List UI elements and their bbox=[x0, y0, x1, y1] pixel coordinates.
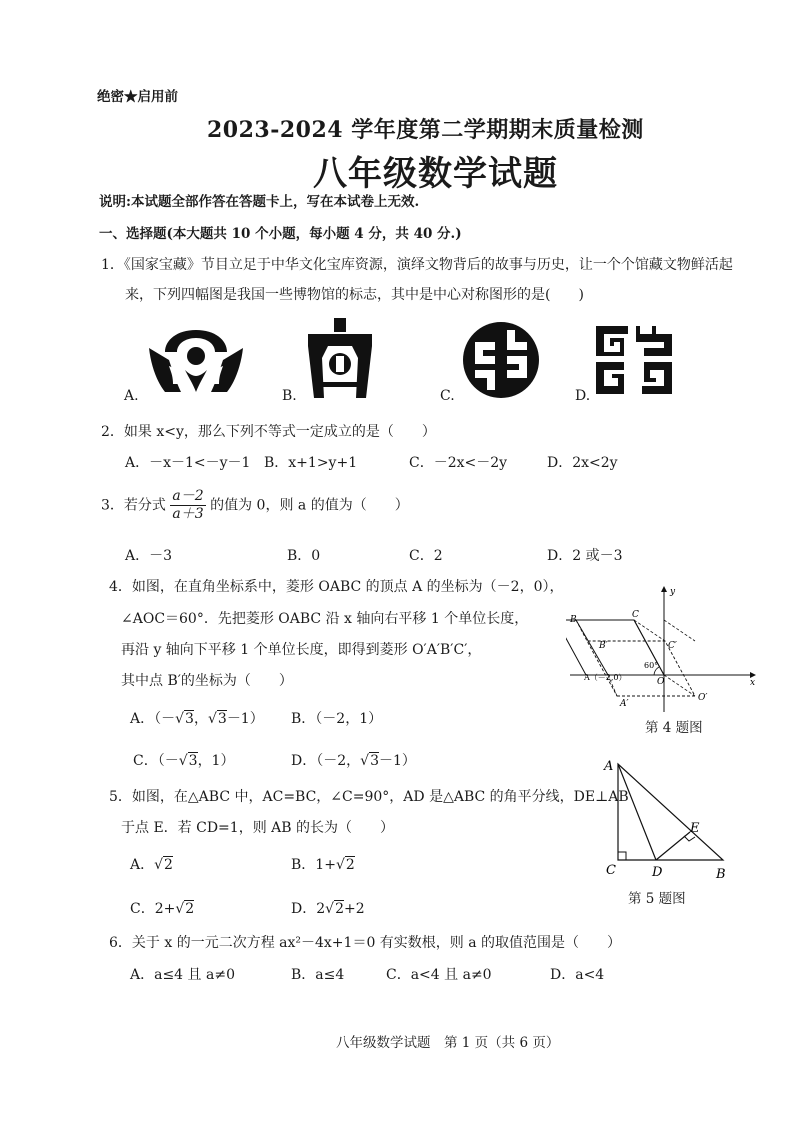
q3-option-a: A．－3 bbox=[125, 548, 173, 564]
y-axis-arrow-icon bbox=[661, 586, 667, 592]
museum-logo-c-icon bbox=[461, 320, 541, 400]
q3-fraction bbox=[170, 488, 205, 523]
museum-logo-d-icon bbox=[594, 322, 674, 398]
label-x: x bbox=[750, 678, 756, 688]
label-a: A bbox=[604, 759, 614, 774]
label-o-prime: O′ bbox=[698, 693, 708, 703]
label-b: B bbox=[716, 867, 726, 882]
q4-option-d: D．（－2，√3－1） bbox=[291, 753, 416, 769]
q4-line3: 再沿 y 轴向下平移 1 个单位长度，即得到菱形 O′A′B′C′， bbox=[121, 642, 482, 658]
q4-option-c: C．（－√3，1） bbox=[133, 753, 235, 769]
q2-option-a: A．－x－1<－y－1 bbox=[125, 455, 251, 471]
q6-option-a: A．a≤4 且 a≠0 bbox=[130, 967, 235, 983]
label-b-prime: B′ bbox=[599, 641, 608, 651]
exam-subtitle: 八年级数学试题 bbox=[313, 154, 558, 194]
q4-option-b: B．（－2，1） bbox=[291, 711, 383, 727]
q2-option-b: B．x+1>y+1 bbox=[264, 455, 358, 471]
q1-line1: 1．《国家宝藏》节目立足于中华文化宝库资源，演绎文物背后的故事与历史，让一个个馆藏文物鲜活起 bbox=[101, 257, 733, 273]
label-a: A（－2,0） bbox=[584, 673, 627, 682]
q3-stem bbox=[101, 488, 409, 523]
segment-ad bbox=[618, 764, 656, 860]
triangle-abc bbox=[618, 764, 723, 860]
label-y: y bbox=[670, 587, 676, 597]
q6-option-c: C．a<4 且 a≠0 bbox=[386, 967, 492, 983]
label-c: C bbox=[632, 610, 639, 620]
q6-stem: 6．关于 x 的一元二次方程 ax²－4x+1＝0 有实数根，则 a 的取值范围是（ ） bbox=[109, 935, 622, 951]
q2-option-d: D．2x<2y bbox=[547, 455, 618, 471]
label-c: C bbox=[606, 863, 616, 878]
label-e: E bbox=[690, 821, 700, 836]
q3-stem-post: 的值为 0，则 a 的值为（ ） bbox=[210, 497, 409, 514]
q5-figure bbox=[598, 754, 738, 882]
q1-label-d: D. bbox=[575, 388, 591, 404]
q2-option-c: C．－2x<－2y bbox=[409, 455, 508, 471]
q5-option-d: D．2√2+2 bbox=[291, 901, 365, 917]
q4-caption: 第 4 题图 bbox=[645, 720, 703, 736]
label-b: B bbox=[570, 615, 577, 625]
q3-option-c: C．2 bbox=[409, 548, 443, 564]
page-footer: 八年级数学试题 第 1 页（共 6 页） bbox=[336, 1035, 560, 1051]
q1-label-b: B. bbox=[282, 388, 297, 404]
q6-option-b: B．a≤4 bbox=[291, 967, 345, 983]
q4-line4: 其中点 B′的坐标为（ ） bbox=[121, 673, 293, 689]
q5-option-b: B．1+√2 bbox=[291, 857, 355, 873]
q5-option-c: C．2+√2 bbox=[130, 901, 195, 917]
label-c-prime: C′ bbox=[668, 641, 677, 651]
q4-line1: 4．如图，在直角坐标系中，菱形 OABC 的顶点 A 的坐标为（－2，0）， bbox=[109, 579, 564, 595]
museum-logo-a-icon bbox=[147, 326, 245, 396]
section-heading: 一、选择题(本大题共 10 个小题，每小题 4 分，共 40 分.) bbox=[99, 226, 462, 242]
q1-label-a: A. bbox=[124, 388, 139, 404]
instructions-note: 说明:本试题全部作答在答题卡上，写在本试卷上无效. bbox=[99, 194, 420, 210]
right-angle-e bbox=[684, 836, 695, 841]
q3-numerator: a－2 bbox=[172, 488, 204, 504]
museum-logo-b-icon bbox=[300, 316, 380, 400]
label-angle: 60° bbox=[644, 661, 659, 670]
q3-denominator: a＋3 bbox=[172, 506, 204, 522]
q3-option-d: D．2 或－3 bbox=[547, 548, 623, 564]
q4-line2: ∠AOC＝60°．先把菱形 OABC 沿 x 轴向右平移 1 个单位长度， bbox=[121, 611, 529, 627]
label-o: O bbox=[657, 677, 665, 687]
q6-option-d: D．a<4 bbox=[550, 967, 605, 983]
label-d: D bbox=[652, 865, 663, 880]
right-angle-c bbox=[618, 852, 626, 860]
secret-label: 绝密★启用前 bbox=[97, 89, 178, 105]
q5-option-a: A．√2 bbox=[130, 857, 173, 873]
q4-figure bbox=[566, 584, 762, 714]
q5-line2: 于点 E．若 CD=1，则 AB 的长为（ ） bbox=[121, 820, 394, 836]
q1-line2: 来，下列四幅图是我国一些博物馆的标志，其中是中心对称图形的是( ) bbox=[125, 287, 584, 303]
label-a-prime: A′ bbox=[620, 699, 629, 709]
q5-line1: 5．如图，在△ABC 中，AC=BC，∠C=90°，AD 是△ABC 的角平分线，DE⊥AB bbox=[109, 789, 629, 805]
q4-option-a: A．（－√3，√3－1） bbox=[130, 711, 264, 727]
q3-option-b: B．0 bbox=[287, 548, 321, 564]
q1-label-c: C. bbox=[440, 388, 455, 404]
exam-title: 2023-2024 学年度第二学期期末质量检测 bbox=[207, 117, 644, 143]
q3-stem-pre: 3．若分式 bbox=[101, 497, 166, 514]
q5-caption: 第 5 题图 bbox=[628, 891, 686, 907]
q2-stem: 2．如果 x<y，那么下列不等式一定成立的是（ ） bbox=[101, 424, 436, 440]
